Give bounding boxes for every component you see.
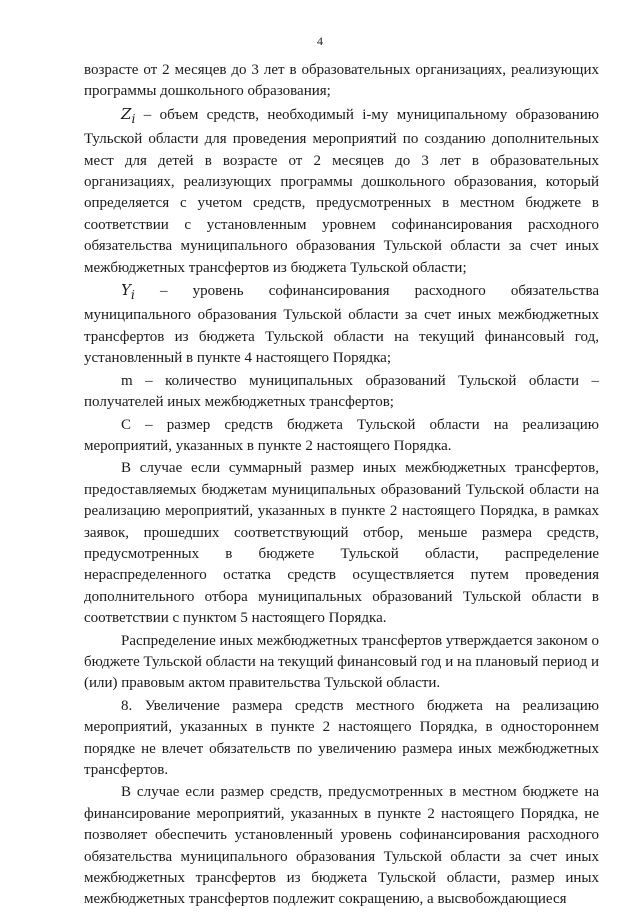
paragraph-clause-8	[84, 696, 599, 782]
paragraph-text: – уровень софинансирования расходного обязательства муниципального образования Тульской области за счет иных межбюджетных трансфертов из бюджета Тульской области на текущий финансовый год, установленный в пункте 4 настоящего Порядка;	[84, 283, 599, 367]
paragraph-c-definition	[84, 415, 599, 458]
paragraph-remaining-funds	[84, 458, 599, 629]
paragraph-yi-definition	[84, 280, 599, 370]
document-body	[84, 60, 599, 912]
paragraph-text: Распределение иных межбюджетных трансфертов утверждается законом о бюджете Тульской области на текущий финансовый год и на плановый период и (или) правовым актом правительства Тульской области.	[84, 632, 599, 692]
paragraph-text: m – количество муниципальных образований Тульской области – получателей иных межбюджетных трансфертов;	[84, 372, 599, 411]
page-number: 4	[317, 34, 323, 48]
paragraph-distribution	[84, 631, 599, 695]
paragraph-1	[84, 60, 599, 103]
paragraph-text: возрасте от 2 месяцев до 3 лет в образовательных организациях, реализующих программы дошкольного образования;	[84, 62, 599, 100]
paragraph-reduction	[84, 782, 599, 910]
paragraph-zi-definition	[84, 104, 599, 279]
yi-symbol: $Y_i$	[121, 281, 135, 303]
paragraph-text: 8. Увеличение размера средств местного бюджета на реализацию мероприятий, указанных в пункте 2 настоящего Порядка, в одностороннем порядке не влечет обязательств по увеличению размера иных межбюджетных трансфертов.	[84, 697, 599, 778]
paragraph-text: В случае если размер средств, предусмотренных в местном бюджете на финансирование мероприятий, указанных в пункте 2 настоящего Порядка, не позволяет обеспечить установленный уровень софинансирования расходного обязательства муниципального образования Тульской области за счет иных межбюджетных трансфертов из бюджета Тульской области, размер иных межбюджетных трансфертов подлежит сокращению, а высвобождающиеся	[84, 784, 599, 908]
paragraph-m-definition	[84, 371, 599, 414]
zi-symbol: $Z_i$	[121, 104, 136, 126]
paragraph-text: C – размер средств бюджета Тульской области на реализацию мероприятий, указанных в пункте 2 настоящего Порядка.	[84, 416, 599, 454]
paragraph-text: – объем средств, необходимый i-му муниципальному образованию Тульской области для проведения мероприятий по созданию дополнительных мест для детей в возрасте от 2 месяцев до 3 лет в образовательных организациях, реализующих программы дошкольного образования, который определяется с учетом средств, предусмотренных в местном бюджете в соответствии с установленным уровнем софинансирования расходного обязательства муниципального образования Тульской области за счет иных межбюджетных трансфертов из бюджета Тульской области;	[84, 106, 599, 276]
paragraph-text: В случае если суммарный размер иных межбюджетных трансфертов, предоставляемых бюджетам муниципальных образований Тульской области на реализацию мероприятий, указанных в пункте 2 настоящего Порядка, в рамках заявок, прошедших соответствующий отбор, меньше размера средств, предусмотренных в бюджете Тульской области, распределение нераспределенного остатка средств осуществляется путем проведения дополнительного отбора муниципальных образований Тульской области в соответствии с пунктом 5 настоящего Порядка.	[84, 460, 599, 627]
